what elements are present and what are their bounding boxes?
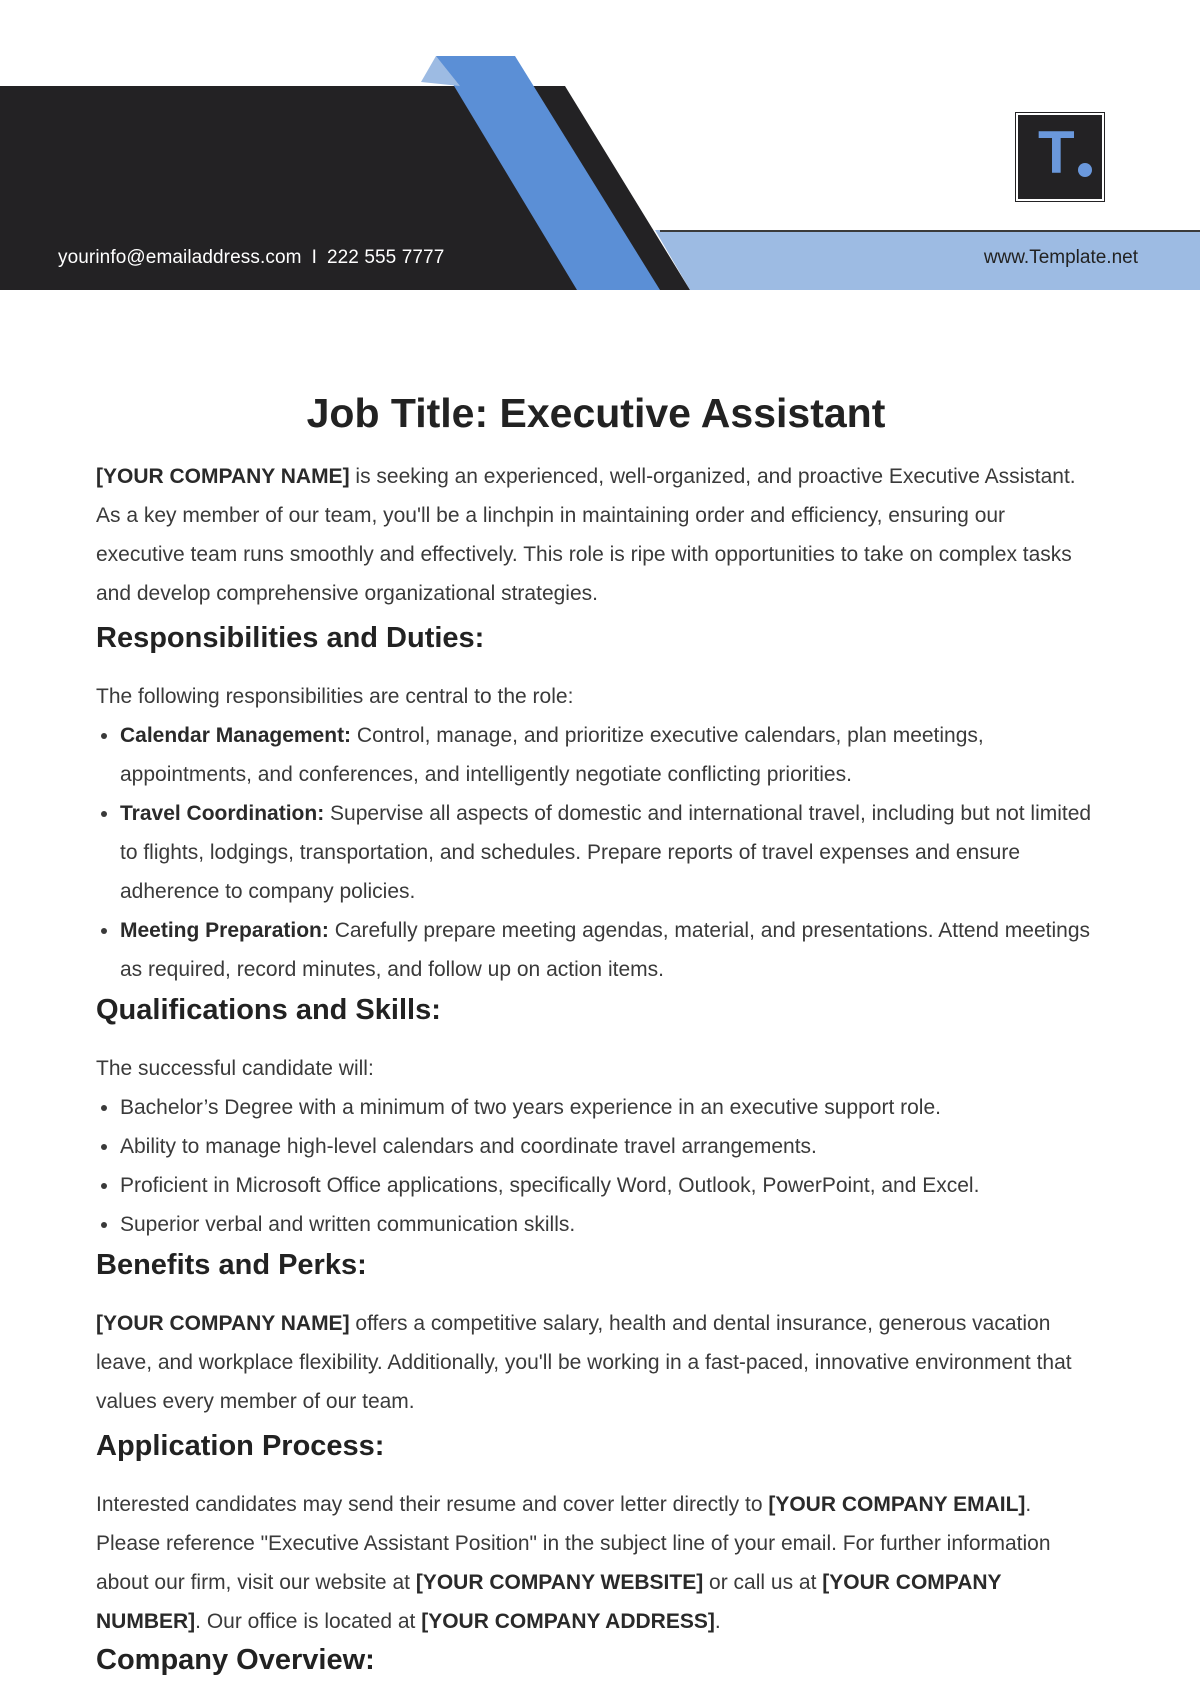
overview-heading: Company Overview: [96,1643,375,1676]
application-email: [YOUR COMPANY EMAIL] [768,1492,1026,1516]
contact-email[interactable]: yourinfo@emailaddress.com [58,247,302,268]
application-number: [YOUR COMPANY NUMBER] [96,1570,1002,1633]
benefits-paragraph [96,1304,1096,1421]
list-item-text: Control, manage, and prioritize executive calendars, plan meetings, appointments, and conferences, and intelligently negotiate conflicting priorities. [120,723,984,786]
contact-separator: I [311,247,317,268]
application-text-1: Interested candidates may send their resume and cover letter directly to [96,1492,769,1516]
application-text-4: . Our office is located at [195,1609,422,1633]
intro-company-name: [YOUR COMPANY NAME] [96,465,350,489]
list-item-text: Supervise all aspects of domestic and international travel, including but not limited to flights, lodgings, transportation, and schedules. Prepare reports of travel expenses and ensure adherence to company policies. [120,801,1092,903]
qualifications-heading: Qualifications and Skills: [96,993,441,1026]
intro-text: is seeking an experienced, well-organized, and proactive Executive Assistant. As a key member of our team, you'll be a linchpin in maintaining order and efficiency, ensuring our executive team runs smoothly and effectively. This role is ripe with opportunities to take on complex tasks and develop comprehensive organizational strategies. [96,465,1076,606]
list-item [120,794,1096,911]
qualifications-list [96,1088,1096,1244]
list-item-label: Travel Coordination: [120,801,325,825]
application-paragraph [96,1485,1096,1641]
application-text-5: . [714,1609,721,1633]
list-item: • Bachelor’s Degree with a minimum of two years experience in an executive support role. [120,1088,1096,1127]
application-website: [YOUR COMPANY WEBSITE] [415,1570,704,1594]
benefits-company-name: [YOUR COMPANY NAME] [96,1311,350,1335]
benefits-text: offers a competitive salary, health and dental insurance, generous vacation leave, and workplace flexibility. Additionally, you'll be working in a fast-paced, innovative environment that values every member of our team. [96,1311,1072,1413]
company-logo [1018,115,1102,199]
application-text-2: . Please reference "Executive Assistant Position" in the subject line of your email. For further information about our firm, visit our website at [96,1492,1051,1594]
list-item-label: Calendar Management: [120,723,352,747]
qualifications-lead: The successful candidate will: [96,1056,374,1080]
logo-letter: T [1038,119,1075,186]
list-item-label: Meeting Preparation: [120,918,329,942]
responsibilities-list [96,716,1096,989]
application-address: [YOUR COMPANY ADDRESS] [421,1609,715,1633]
list-item: • Ability to manage high-level calendars and coordinate travel arrangements. [120,1127,1096,1166]
website-link[interactable]: www.Template.net [983,247,1138,268]
intro-paragraph [96,457,1096,613]
list-item: • Proficient in Microsoft Office applications, specifically Word, Outlook, PowerPoint, and Excel. [120,1166,1096,1205]
header-banner [0,0,1200,300]
responsibilities-lead: The following responsibilities are central to the role: [96,684,574,708]
logo-dot-icon [1078,163,1092,177]
benefits-heading: Benefits and Perks: [96,1248,367,1281]
page-title: Job Title: Executive Assistant [306,390,886,436]
document-body [96,392,1096,1699]
responsibilities-heading: Responsibilities and Duties: [96,622,485,655]
contact-info [58,247,444,269]
list-item [120,911,1096,989]
list-item-text: Carefully prepare meeting agendas, material, and presentations. Attend meetings as required, record minutes, and follow up on action items. [120,918,1090,981]
application-text-3: or call us at [703,1570,823,1594]
list-item: • Superior verbal and written communication skills. [120,1205,1096,1244]
list-item [120,716,1096,794]
contact-phone[interactable]: 222 555 7777 [326,247,445,268]
application-heading: Application Process: [96,1429,385,1462]
